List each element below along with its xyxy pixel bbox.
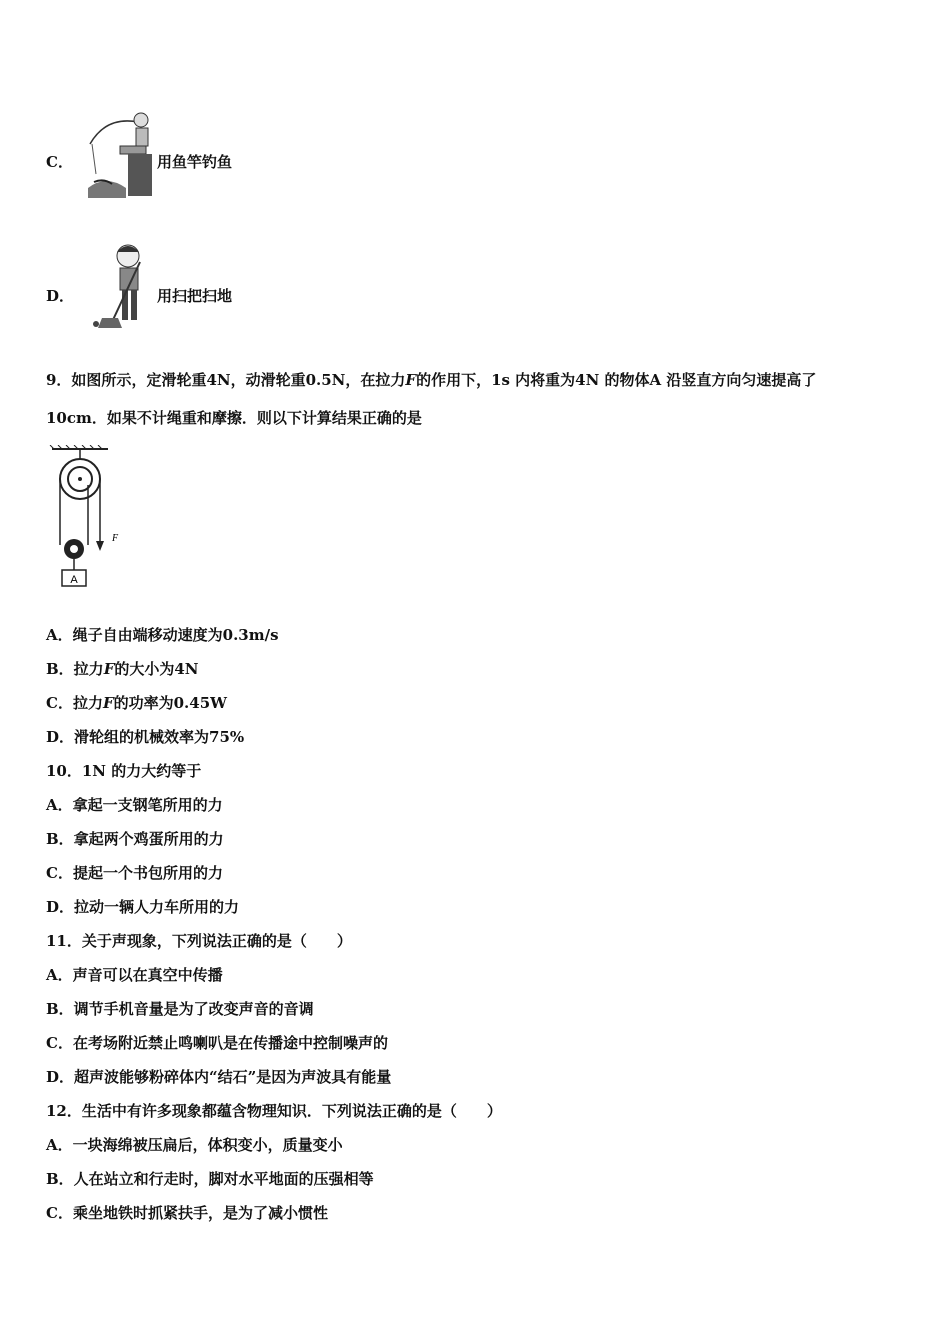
option-text-post: 的大小为4N [114, 660, 199, 678]
option-d-text: 用扫把扫地 [157, 287, 233, 305]
block-a-label: A [70, 574, 78, 586]
option-text: A．绳子自由端移动速度为0.3m/s [46, 626, 279, 644]
q9-stem-part1: 9．如图所示，定滑轮重4N，动滑轮重0.5N，在拉力 [46, 371, 406, 389]
q11-option-b[interactable]: B．调节手机音量是为了改变声音的音调 [46, 1000, 314, 1018]
option-text: D．滑轮组的机械效率为75% [46, 728, 245, 746]
fishing-boy-image [86, 108, 154, 198]
q9-stem-part2: 的作用下，1s 内将重为4N 的物体A 沿竖直方向匀速提高了 [416, 371, 817, 389]
q9-option-b[interactable] [46, 659, 199, 679]
option-c-prev [46, 151, 73, 172]
option-c-text: 用鱼竿钓鱼 [157, 153, 233, 171]
q9-stem-line1 [46, 370, 816, 390]
q11-stem: 11．关于声现象，下列说法正确的是（ ） [46, 932, 352, 950]
q9-option-a[interactable] [46, 625, 279, 645]
pulley-diagram [48, 445, 128, 590]
q12-option-b[interactable]: B．人在站立和行走时，脚对水平地面的压强相等 [46, 1170, 374, 1188]
q10-stem: 10．1N 的力大约等于 [46, 762, 202, 780]
q10-option-b[interactable]: B．拿起两个鸡蛋所用的力 [46, 830, 224, 848]
q11-option-a[interactable]: A．声音可以在真空中传播 [46, 966, 223, 984]
q12-option-c[interactable]: C．乘坐地铁时抓紧扶手，是为了减小惯性 [46, 1204, 328, 1222]
q11-option-d[interactable]: D．超声波能够粉碎体内“结石”是因为声波具有能量 [46, 1068, 392, 1086]
q10-option-c[interactable]: C．提起一个书包所用的力 [46, 864, 223, 882]
q9-option-c[interactable] [46, 693, 227, 713]
q12-stem: 12．生活中有许多现象都蕴含物理知识．下列说法正确的是（ ） [46, 1102, 502, 1120]
option-label: D． [46, 287, 75, 305]
q10-option-d[interactable]: D．拉动一辆人力车所用的力 [46, 898, 240, 916]
sweeping-boy-image [88, 240, 154, 330]
force-symbol: F [102, 694, 114, 712]
force-symbol: F [405, 371, 417, 389]
q10-option-a[interactable]: A．拿起一支钢笔所用的力 [46, 796, 223, 814]
option-text-post: 的功率为0.45W [113, 694, 227, 712]
q11-option-c[interactable]: C．在考场附近禁止鸣喇叭是在传播途中控制噪声的 [46, 1034, 388, 1052]
q12-option-a[interactable]: A．一块海绵被压扁后，体积变小，质量变小 [46, 1136, 343, 1154]
option-d-prev [46, 285, 74, 306]
force-symbol: F [103, 660, 115, 678]
option-text: C．拉力 [46, 694, 103, 712]
option-label: C． [46, 153, 73, 171]
q9-stem-line2: 10cm．如果不计绳重和摩擦．则以下计算结果正确的是 [46, 409, 422, 427]
force-f-label: F [112, 533, 119, 544]
q9-option-d[interactable] [46, 727, 244, 747]
option-text: B．拉力 [46, 660, 104, 678]
